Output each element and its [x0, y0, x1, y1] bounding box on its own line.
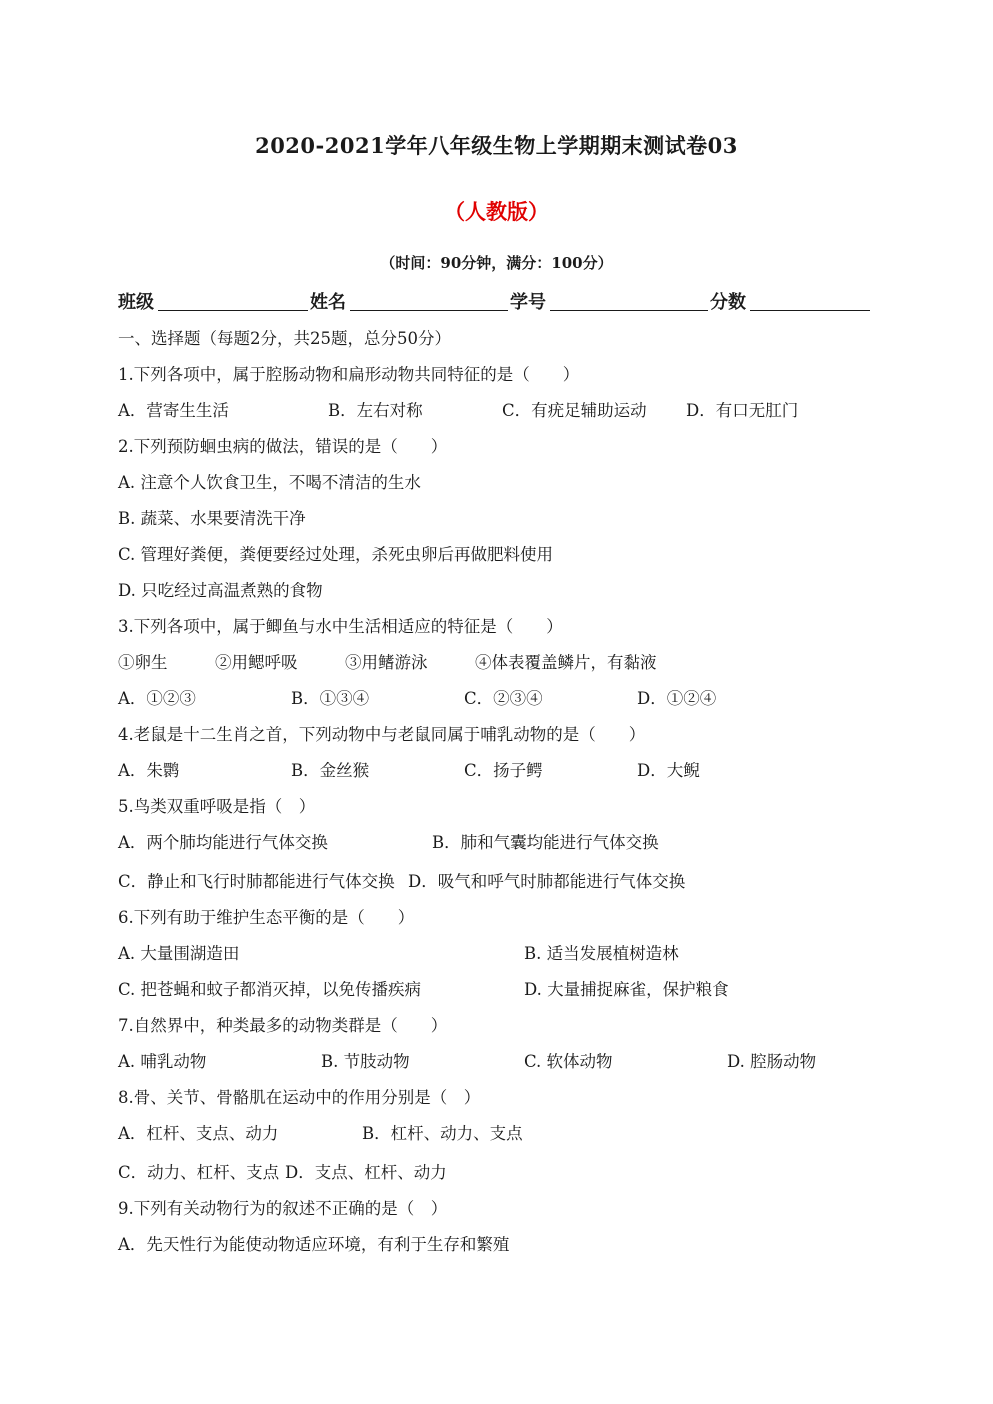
- score-blank[interactable]: [750, 310, 870, 311]
- option: B．肺和气囊均能进行气体交换: [432, 833, 659, 852]
- option: A．杠杆、支点、动力: [118, 1124, 279, 1143]
- option: D．吸气和呼气时肺都能进行气体交换: [408, 872, 686, 891]
- question-stem: 4.老鼠是十二生肖之首，下列动物中与老鼠同属于哺乳动物的是（ ）: [118, 725, 646, 744]
- option: D. 大量捕捉麻雀，保护粮食: [524, 980, 729, 999]
- option: D. 只吃经过高温煮熟的食物: [118, 581, 323, 600]
- exam-title: 2020-2021学年八年级生物上学期期末测试卷03: [255, 133, 738, 158]
- options-row: [118, 400, 878, 422]
- student-info-row: [118, 286, 870, 314]
- student-id-label: 学号: [510, 292, 546, 313]
- exam-subtitle: （人教版）: [444, 199, 549, 224]
- statement-item: ①卵生: [118, 653, 168, 672]
- option: B．杠杆、动力、支点: [362, 1124, 523, 1143]
- options-row: [118, 1123, 878, 1145]
- question-stem: 8.骨、关节、骨骼肌在运动中的作用分别是（ ）: [118, 1088, 481, 1107]
- options-row: [118, 1162, 878, 1184]
- question-stem: 7.自然界中，种类最多的动物类群是（ ）: [118, 1016, 448, 1035]
- option: D．大鲵: [637, 761, 700, 780]
- option: B．①③④: [291, 689, 370, 708]
- score-label: 分数: [710, 292, 746, 313]
- option: B. 适当发展植树造林: [524, 944, 679, 963]
- question-stem: 5.鸟类双重呼吸是指（ ）: [118, 797, 316, 816]
- options-row: [118, 1051, 878, 1073]
- option: A．营寄生生活: [118, 401, 229, 420]
- options-row: [118, 979, 878, 1001]
- class-label: 班级: [118, 292, 154, 313]
- option: D．①②④: [637, 689, 717, 708]
- options-row: [118, 871, 878, 893]
- option: C. 管理好粪便，粪便要经过处理，杀死虫卵后再做肥料使用: [118, 545, 554, 564]
- options-row: [118, 688, 878, 710]
- option: A．先天性行为能使动物适应环境，有利于生存和繁殖: [118, 1235, 510, 1254]
- question-stem: 6.下列有助于维护生态平衡的是（ ）: [118, 908, 415, 927]
- question-stem: 1.下列各项中，属于腔肠动物和扁形动物共同特征的是（ ）: [118, 365, 580, 384]
- option: B. 蔬菜、水果要清洗干净: [118, 509, 306, 528]
- exam-time-score: （时间：90分钟，满分：100分）: [380, 254, 613, 272]
- options-row: [118, 943, 878, 965]
- option: C．动力、杠杆、支点: [118, 1163, 280, 1182]
- statement-item: ②用鳃呼吸: [215, 653, 298, 672]
- options-row: [118, 832, 878, 854]
- option: A. 注意个人饮食卫生，不喝不清洁的生水: [118, 473, 421, 492]
- student-id-blank[interactable]: [550, 310, 708, 311]
- question-stem: 3.下列各项中，属于鲫鱼与水中生活相适应的特征是（ ）: [118, 617, 563, 636]
- option: B. 节肢动物: [321, 1052, 410, 1071]
- option: A．朱鹮: [118, 761, 180, 780]
- question-stem: 2.下列预防蛔虫病的做法，错误的是（ ）: [118, 437, 448, 456]
- option: C．扬子鳄: [464, 761, 543, 780]
- option: C. 软体动物: [524, 1052, 613, 1071]
- option: B．金丝猴: [291, 761, 370, 780]
- statement-item: ④体表覆盖鳞片，有黏液: [475, 653, 657, 672]
- option: A. 大量围湖造田: [118, 944, 240, 963]
- items-row: [118, 652, 878, 674]
- statement-item: ③用鳍游泳: [345, 653, 428, 672]
- option: C．有疣足辅助运动: [502, 401, 647, 420]
- option: A．两个肺均能进行气体交换: [118, 833, 328, 852]
- section-heading: 一、选择题（每题2分，共25题，总分50分）: [118, 329, 451, 348]
- option: D．支点、杠杆、动力: [285, 1163, 447, 1182]
- name-label: 姓名: [310, 292, 346, 313]
- option: C. 把苍蝇和蚊子都消灭掉，以免传播疾病: [118, 980, 422, 999]
- option: A. 哺乳动物: [118, 1052, 207, 1071]
- option: B．左右对称: [328, 401, 423, 420]
- class-blank[interactable]: [158, 310, 308, 311]
- option: A．①②③: [118, 689, 196, 708]
- name-blank[interactable]: [350, 310, 508, 311]
- option: D．有口无肛门: [686, 401, 799, 420]
- option: D. 腔肠动物: [727, 1052, 817, 1071]
- option: C．静止和飞行时肺都能进行气体交换: [118, 872, 395, 891]
- options-row: [118, 760, 878, 782]
- option: C．②③④: [464, 689, 543, 708]
- question-stem: 9.下列有关动物行为的叙述不正确的是（ ）: [118, 1199, 448, 1218]
